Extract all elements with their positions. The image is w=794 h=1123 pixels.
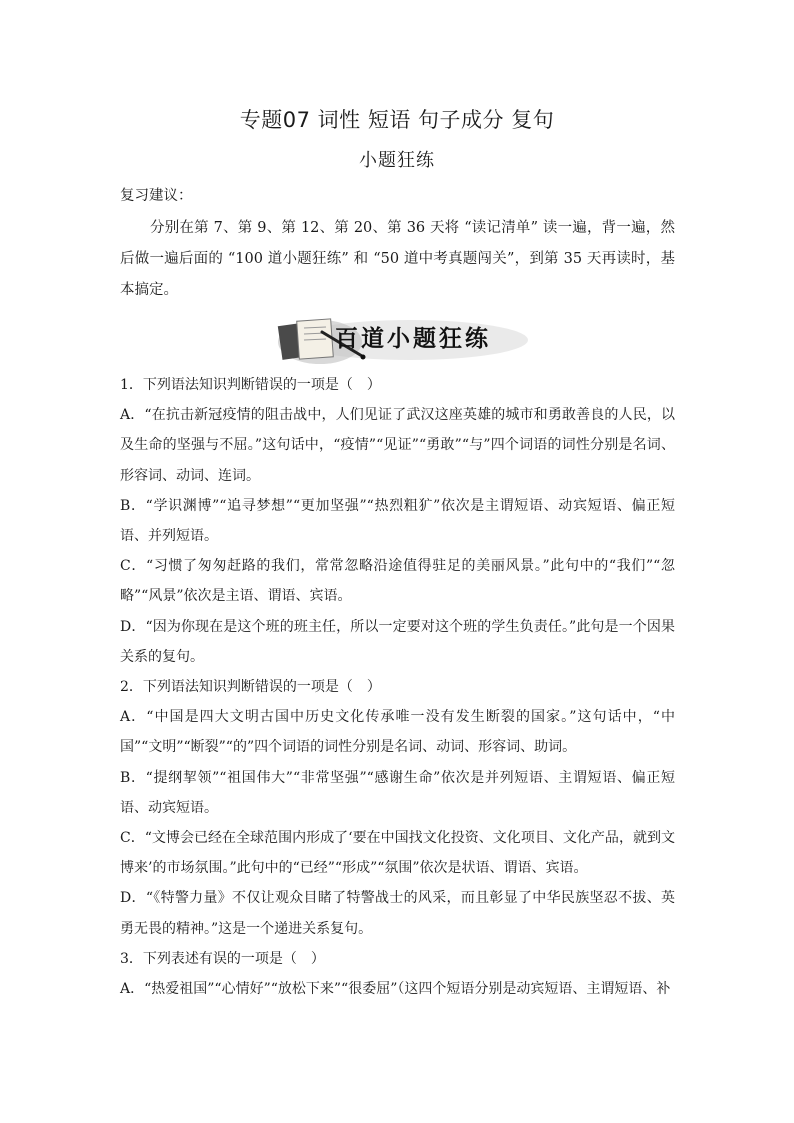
question-option: A．“中国是四大文明古国中历史文化传承唯一没有发生断裂的国家。”这句话中，“中国”“文明”“断裂”“的”四个词语的词性分别是名词、动词、形容词、助词。 bbox=[120, 709, 675, 756]
question-option: C．“习惯了匆匆赶路的我们，常常忽略沿途值得驻足的美丽风景。”此句中的“我们”“忽略”“风景”依次是主语、谓语、宾语。 bbox=[120, 558, 675, 605]
banner-text: 百道小题狂练 bbox=[335, 325, 491, 352]
question-option: B．“学识渊博”“追寻梦想”“更加坚强”“热烈粗犷”依次是主谓短语、动宾短语、偏正短语、并列短语。 bbox=[120, 497, 675, 545]
page-subtitle: 小题狂练 bbox=[359, 150, 435, 171]
question-stem: 3．下列表述有误的一项是（ ） bbox=[120, 950, 325, 967]
question-option: A．“热爱祖国”“心情好”“放松下来”“很委屈”（这四个短语分别是动宾短语、主谓短语、补 bbox=[120, 981, 671, 998]
question-stem: 2．下列语法知识判断错误的一项是（ ） bbox=[120, 679, 381, 696]
question-option: D．“因为你现在是这个班的班主任，所以一定要对这个班的学生负责任。”此句是一个因果关系的复句。 bbox=[120, 618, 675, 665]
section-banner bbox=[270, 310, 530, 366]
advice-body: 分别在第 7、第 9、第 12、第 20、第 36 天将 “读记清单” 读一遍，背一遍，然后做一遍后面的 “100 道小题狂练” 和 “50 道中考真题闯关”，到第 35 天再读时，基本搞定。 bbox=[120, 220, 675, 298]
question-option: A．“在抗击新冠疫情的阻击战中，人们见证了武汉这座英雄的城市和勇敢善良的人民，以及生命的坚强与不屈。”这句话中，“疫情”“见证”“勇敢”“与”四个词语的词性分别是名词、形容词、动词、连词。 bbox=[120, 407, 675, 484]
question-stem: 1．下列语法知识判断错误的一项是（ ） bbox=[120, 377, 381, 393]
page-title: 专题07 词性 短语 句子成分 复句 bbox=[239, 108, 555, 132]
question-option: D．“《特警力量》不仅让观众目睹了特警战士的风采，而且彰显了中华民族坚忍不拔、英勇无畏的精神。”这是一个递进关系复句。 bbox=[120, 890, 675, 937]
advice-label: 复习建议： bbox=[120, 188, 193, 204]
question-list bbox=[120, 370, 675, 1004]
question-option: B．“提纲挈领”“祖国伟大”“非常坚强”“感谢生命”依次是并列短语、主谓短语、偏正短语、动宾短语。 bbox=[120, 769, 675, 816]
question-option: C．“文博会已经在全球范围内形成了‘要在中国找文化投资、文化项目、文化产品，就到文博来’的市场氛围。”此句中的“已经”“形成”“氛围”依次是状语、谓语、宾语。 bbox=[120, 830, 675, 877]
